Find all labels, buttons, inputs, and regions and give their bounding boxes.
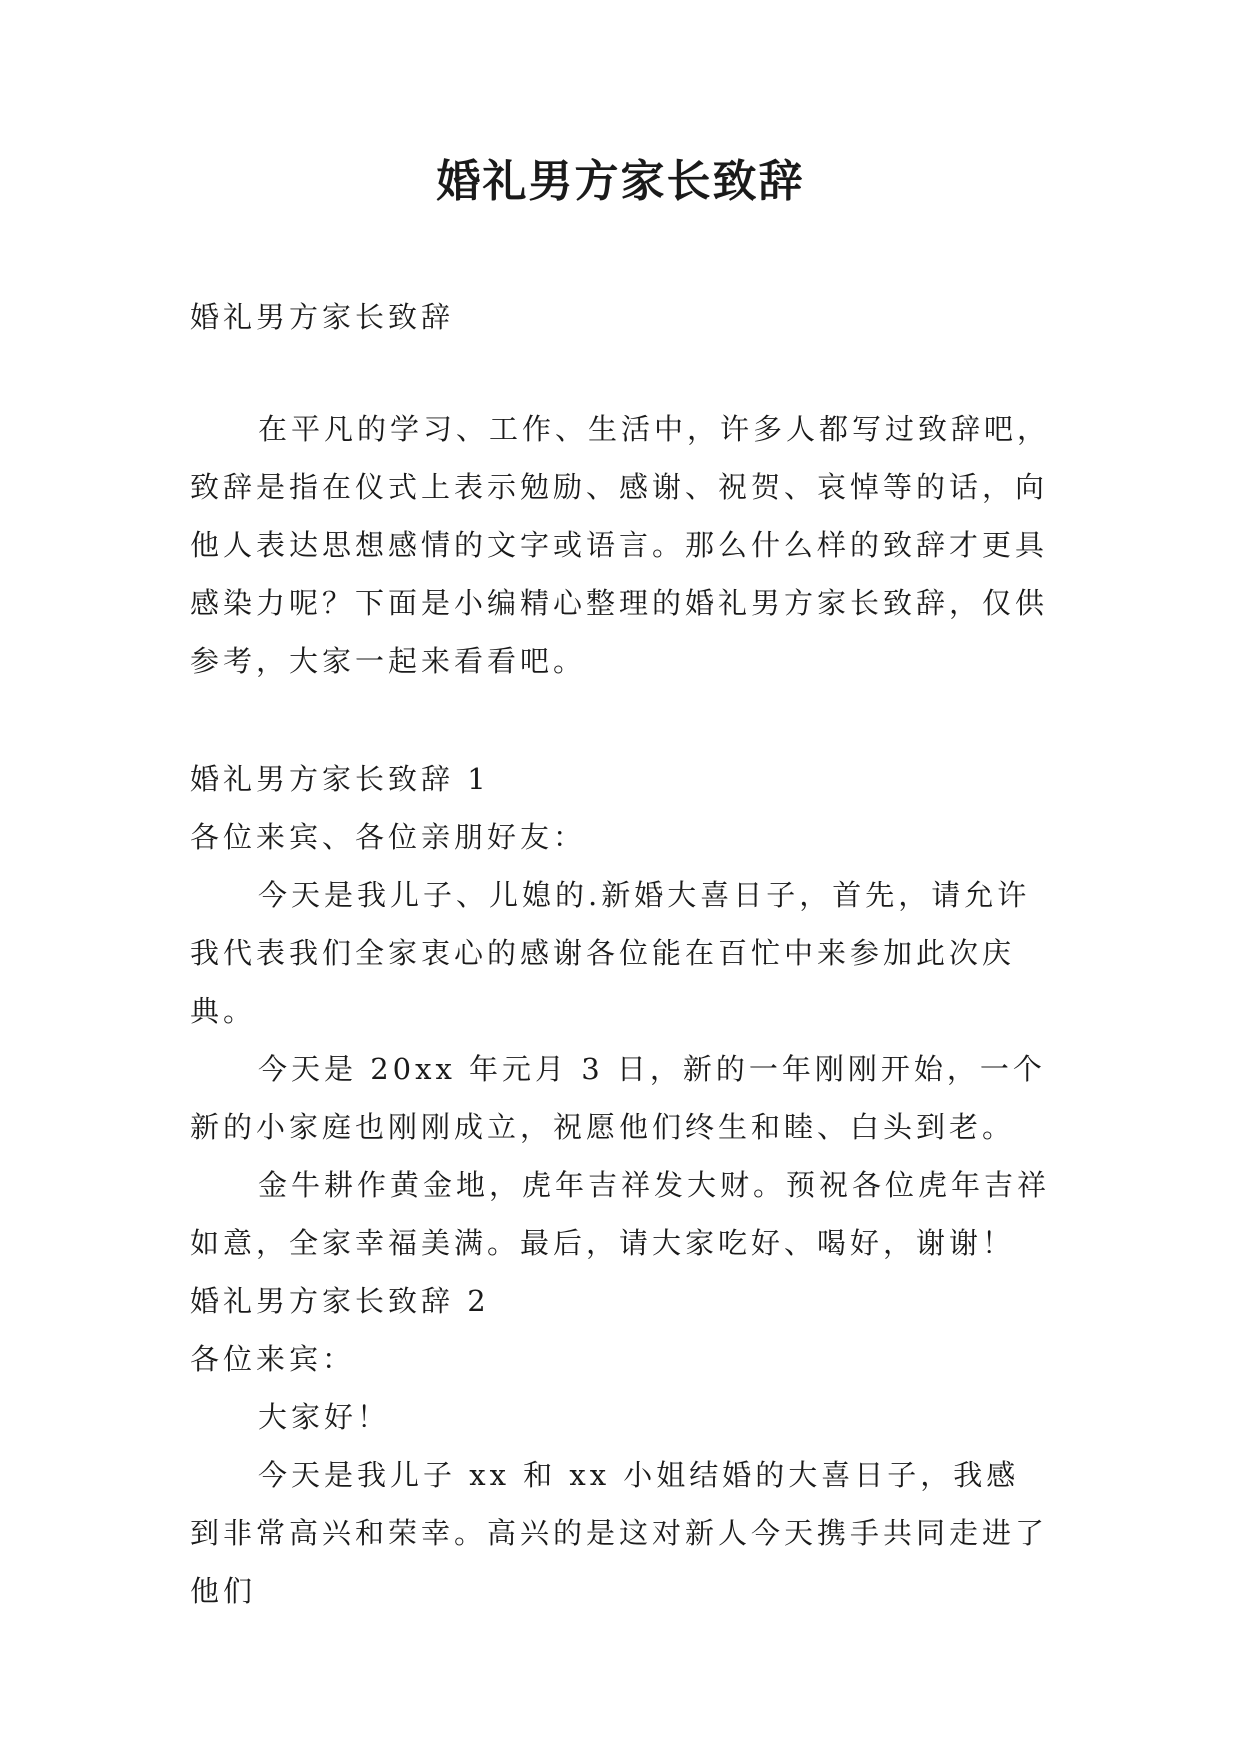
speech-1-salutation: 各位来宾、各位亲朋好友： xyxy=(190,820,587,854)
speech-1-paragraph: 金牛耕作黄金地，虎年吉祥发大财。预祝各位虎年吉祥如意，全家幸福美满。最后，请大家吃好、喝好，谢谢！ xyxy=(190,1168,1051,1260)
document-body xyxy=(190,288,1050,1620)
speech-1-paragraph: 今天是 20xx 年元月 3 日，新的一年刚刚开始，一个新的小家庭也刚刚成立，祝愿他们终生和睦、白头到老。 xyxy=(190,1052,1046,1144)
speech-1-heading: 婚礼男方家长致辞 1 xyxy=(190,762,490,796)
speech-1-paragraph: 今天是我儿子、儿媳的.新婚大喜日子，首先，请允许我代表我们全家衷心的感谢各位能在百忙中来参加此次庆典。 xyxy=(190,878,1031,1028)
speech-2-paragraph: 大家好！ xyxy=(258,1400,391,1434)
intro-paragraph: 在平凡的学习、工作、生活中，许多人都写过致辞吧，致辞是指在仪式上表示勉励、感谢、祝贺、哀悼等的话，向他人表达思想感情的文字或语言。那么什么样的致辞才更具感染力呢？下面是小编精心整理的婚礼男方家长致辞，仅供参考，大家一起来看看吧。 xyxy=(190,412,1051,678)
document-subtitle: 婚礼男方家长致辞 xyxy=(190,300,455,334)
document-title: 婚礼男方家长致辞 xyxy=(436,156,805,207)
speech-2-heading: 婚礼男方家长致辞 2 xyxy=(190,1284,490,1318)
speech-2-salutation: 各位来宾： xyxy=(190,1342,356,1376)
speech-2-paragraph: 今天是我儿子 xx 和 xx 小姐结婚的大喜日子，我感到非常高兴和荣幸。高兴的是这对新人今天携手共同走进了他们 xyxy=(190,1458,1049,1608)
